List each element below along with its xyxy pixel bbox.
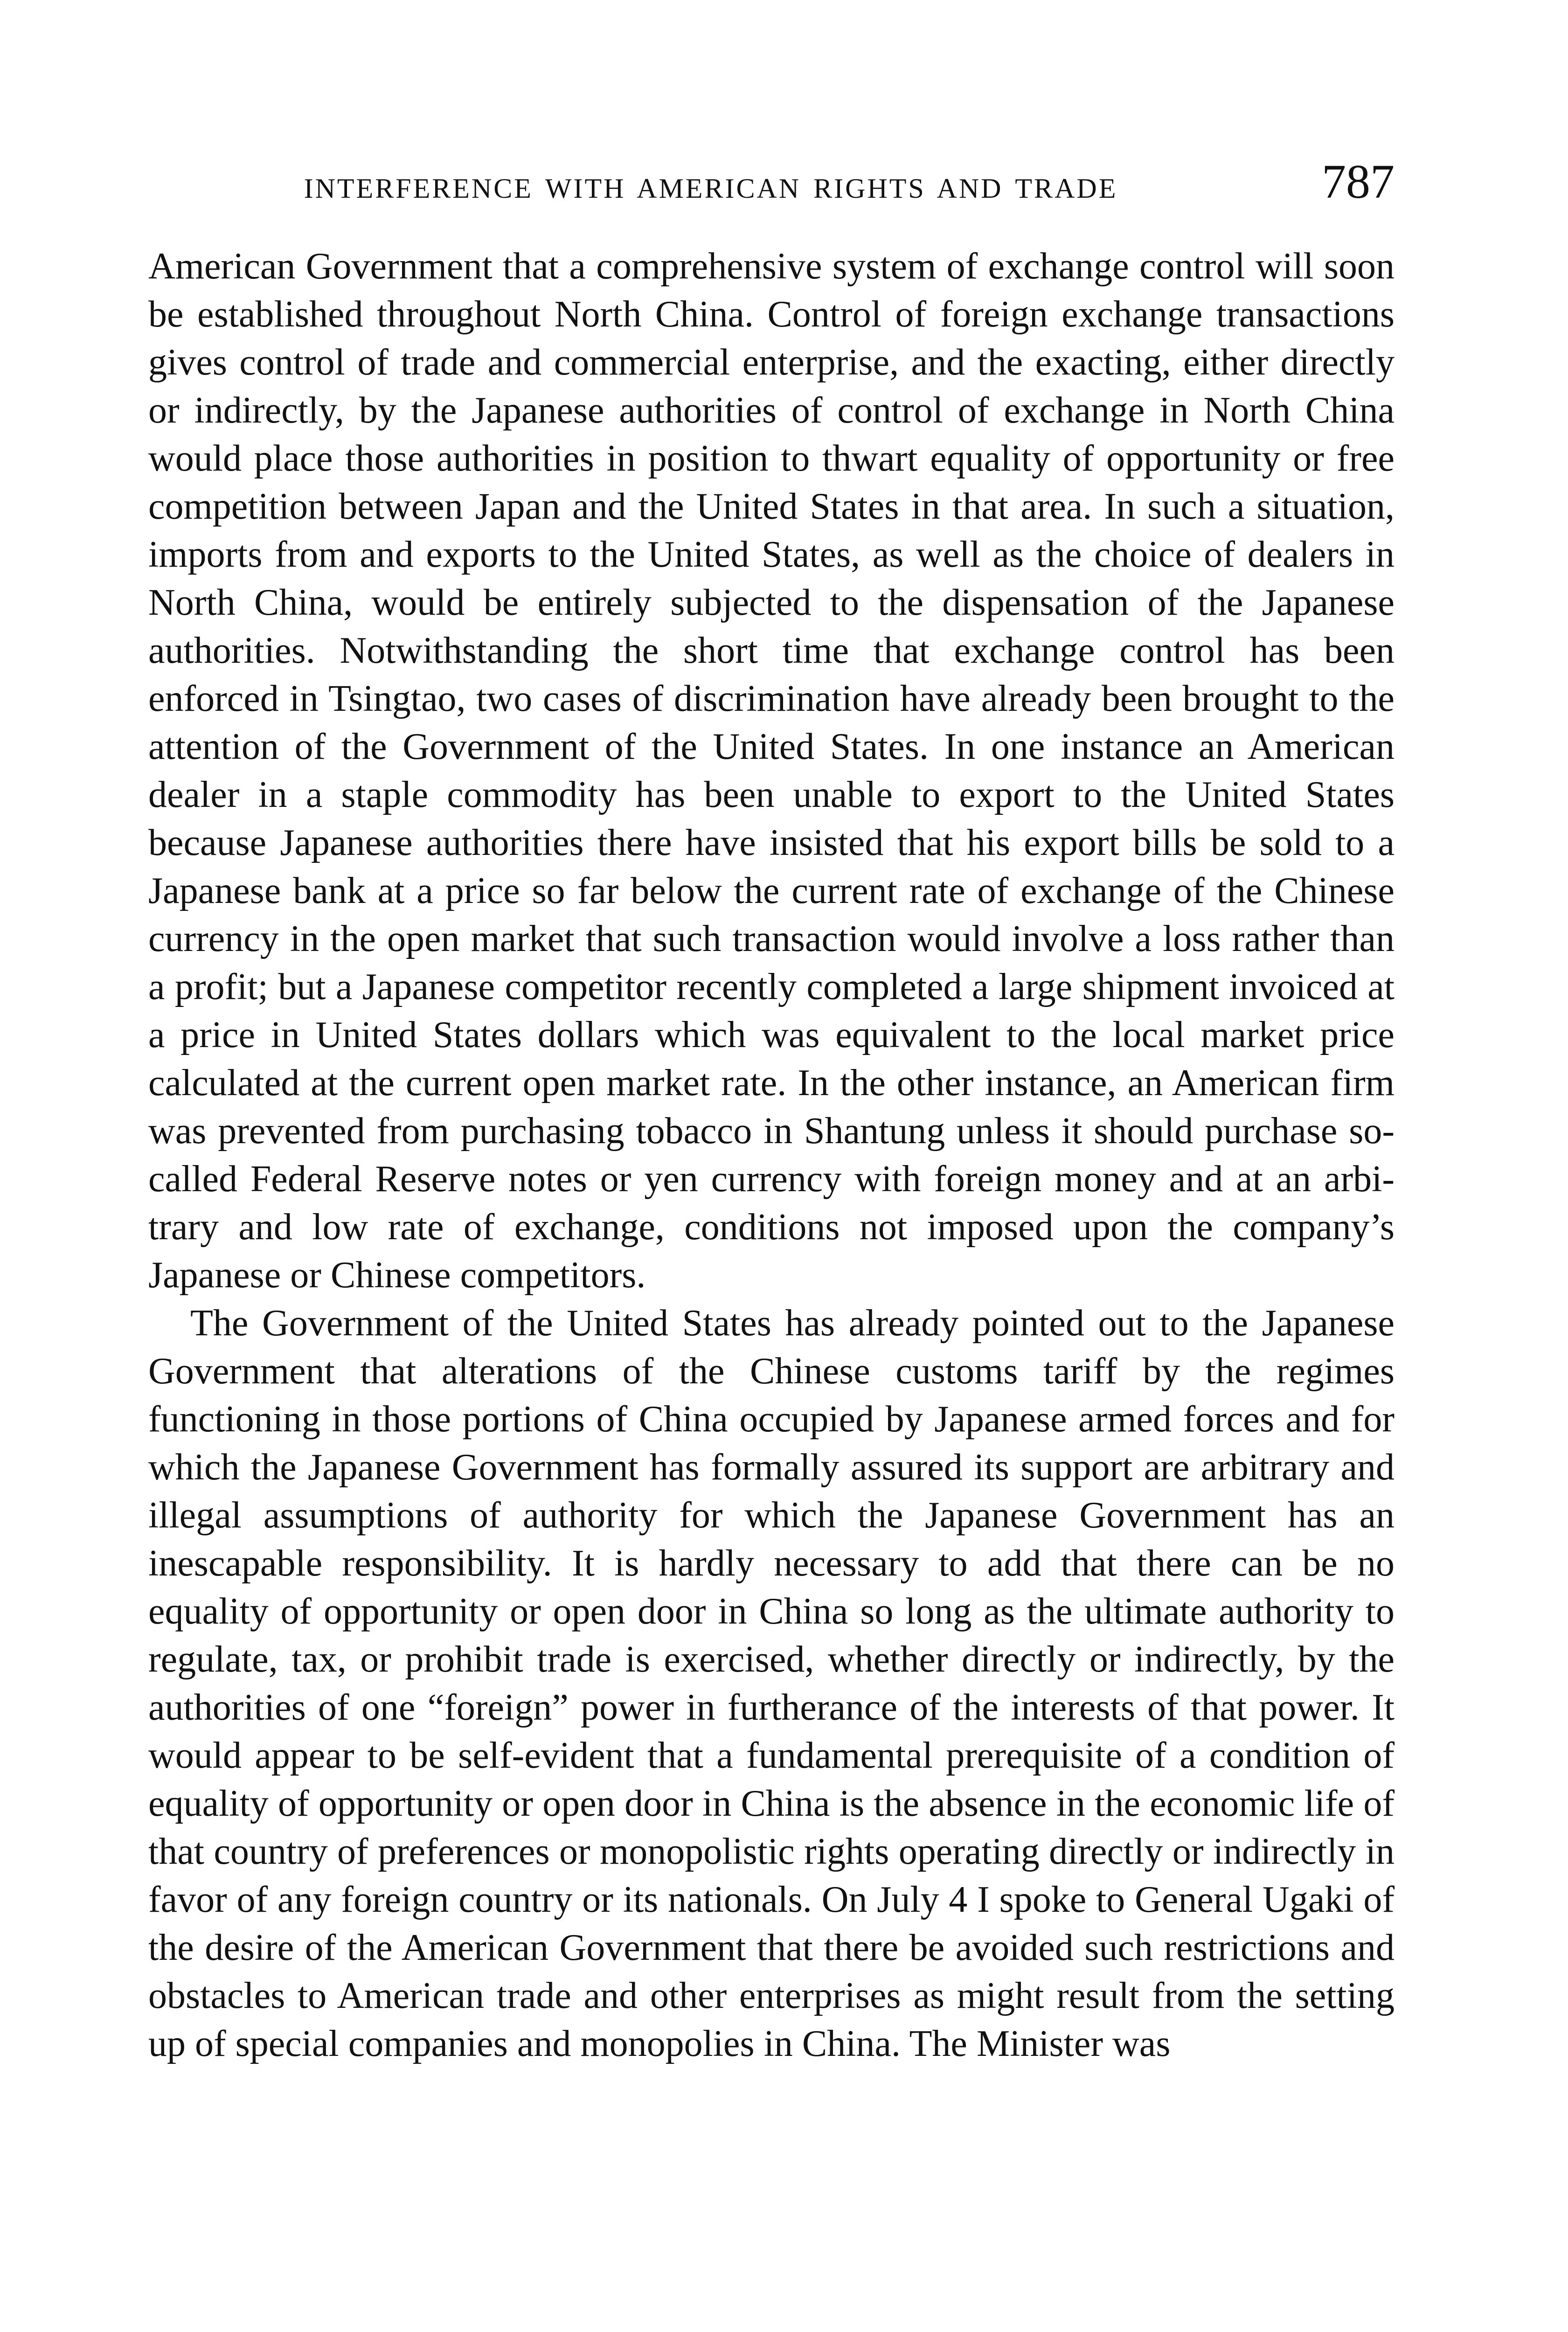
running-title: INTERFERENCE WITH AMERICAN RIGHTS AND TRADE (304, 173, 1118, 204)
page-number: 787 (1322, 155, 1395, 208)
running-header (148, 154, 1395, 219)
body-text (148, 243, 1395, 2068)
paragraph-continued: American Government that a comprehensive system of exchange control will soon be established throughout North China. Control of foreign exchange transactions gives control of trade and commercial enterprise, and the exacting, either directly or indirectly, by the Japanese authorities of control of exchange in North China would place those authorities in position to thwart equality of opportunity or free competition between Japan and the United States in that area. In such a situation, imports from and exports to the United States, as well as the choice of dealers in North China, would be entirely subjected to the dispensation of the Japanese authorities. Notwithstanding the short time that exchange control has been enforced in Tsingtao, two cases of discrimination have already been brought to the attention of the Government of the United States. In one instance an American dealer in a staple commodity has been unable to export to the United States because Japanese authorities there have insisted that his export bills be sold to a Japanese bank at a price so far below the current rate of exchange of the Chinese currency in the open market that such transaction would involve a loss rather than a profit; but a Japanese competitor recently completed a large shipment invoiced at a price in United States dollars which was equivalent to the local market price calculated at the current open market rate. In the other instance, an American firm was prevented from purchasing tobacco in Shantung unless it should purchase so-called Federal Reserve notes or yen currency with foreign money and at an arbitrary and low rate of exchange, conditions not imposed upon the company’s Japanese or Chinese competitors. (148, 246, 1395, 1296)
paragraph: The Government of the United States has already pointed out to the Japanese Government that alterations of the Chinese customs tariff by the regimes functioning in those portions of China occupied by Japanese armed forces and for which the Japanese Government has formally assured its support are arbitrary and illegal assumptions of authority for which the Japanese Government has an inescapable responsibility. It is hardly necessary to add that there can be no equality of opportunity or open door in China so long as the ultimate authority to regulate, tax, or prohibit trade is exercised, whether directly or indirectly, by the authorities of one “foreign” power in furtherance of the interests of that power. It would appear to be self-evident that a fundamental prerequisite of a condition of equality of opportunity or open door in China is the absence in the economic life of that country of preferences or monopolistic rights operating directly or indirectly in favor of any foreign country or its nationals. On July 4 I spoke to General Ugaki of the desire of the American Government that there be avoided such restrictions and obstacles to American trade and other enterprises as might result from the setting up of special companies and monopolies in China. The Minister was (148, 1303, 1395, 2064)
